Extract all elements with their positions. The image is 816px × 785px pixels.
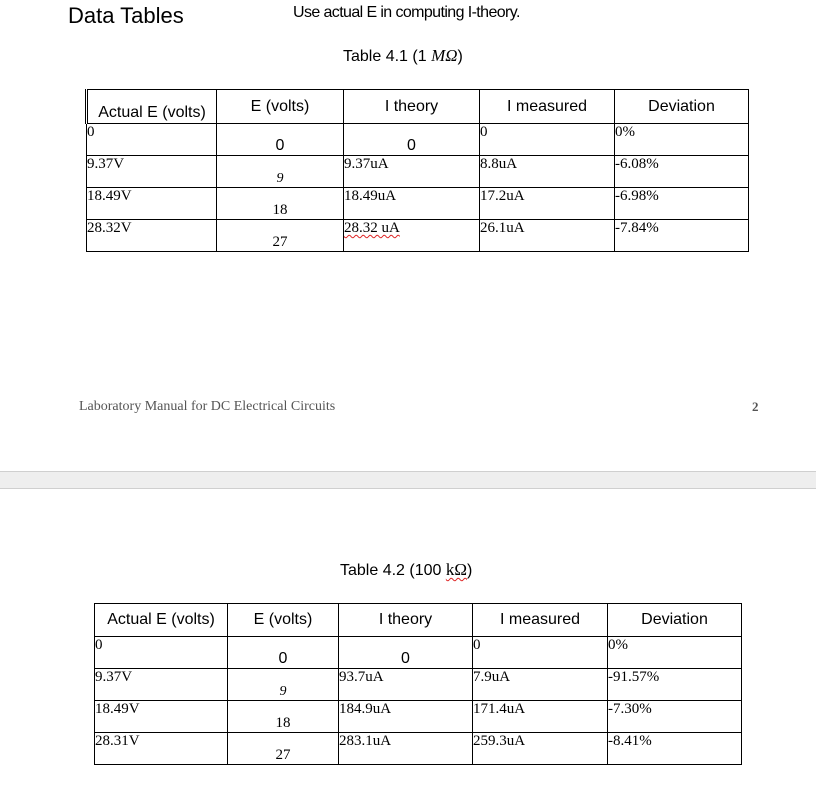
table2-cell-deviation: -7.30%	[608, 701, 742, 733]
table1-caption	[343, 46, 463, 66]
table-row	[95, 733, 742, 765]
table1-header-deviation: Deviation	[615, 90, 749, 124]
table2-cell-i-measured: 259.3uA	[473, 733, 608, 765]
data-table-2	[94, 603, 742, 765]
table2-cell-deviation: -91.57%	[608, 669, 742, 701]
table1-cell-actual-e: 9.37V	[87, 156, 217, 188]
table-row	[87, 124, 749, 156]
instruction-note: Use actual E in computing I-theory.	[293, 4, 520, 21]
table1-cell-e: 18	[217, 188, 344, 220]
table2-cell-actual-e: 28.31V	[95, 733, 228, 765]
table1-cell-i-theory-text: 28.32 uA	[344, 220, 400, 236]
data-table-1	[85, 89, 749, 252]
table1-caption-unit: MΩ	[431, 46, 458, 65]
page-footer-title: Laboratory Manual for DC Electrical Circuits	[79, 399, 336, 414]
table-row	[87, 220, 749, 252]
table1-cell-i-measured: 8.8uA	[480, 156, 615, 188]
table2-cell-i-measured: 171.4uA	[473, 701, 608, 733]
table2-caption	[340, 560, 472, 580]
table1-header-row	[87, 90, 749, 124]
table2-header-deviation: Deviation	[608, 604, 742, 637]
page-number: 2	[752, 399, 759, 414]
table-row	[95, 637, 742, 669]
table2-header-e: E (volts)	[228, 604, 339, 637]
table2-cell-i-theory: 0	[339, 637, 473, 669]
table1-header-i-theory: I theory	[344, 90, 480, 124]
table1-cell-i-measured: 26.1uA	[480, 220, 615, 252]
table1-cell-e: 0	[217, 124, 344, 156]
table1-cell-deviation: 0%	[615, 124, 749, 156]
table2-cell-deviation: -8.41%	[608, 733, 742, 765]
table-row	[87, 188, 749, 220]
table2-cell-e: 18	[228, 701, 339, 733]
table2-cell-actual-e: 9.37V	[95, 669, 228, 701]
table1-cell-e: 9	[217, 156, 344, 188]
table1-cell-actual-e: 28.32V	[87, 220, 217, 252]
table1-caption-prefix: Table 4.1 (1	[343, 48, 432, 65]
table1-cell-i-measured: 0	[480, 124, 615, 156]
table1-header-e: E (volts)	[217, 90, 344, 124]
table2-header-i-measured: I measured	[473, 604, 608, 637]
table1-header-actual-e: Actual E (volts)	[87, 90, 217, 124]
table2-cell-i-measured: 7.9uA	[473, 669, 608, 701]
table1-cell-e: 27	[217, 220, 344, 252]
table1-cell-actual-e: 18.49V	[87, 188, 217, 220]
table1-cell-i-theory	[344, 220, 480, 252]
table1-cell-deviation: -6.98%	[615, 188, 749, 220]
table2-cell-e: 9	[228, 669, 339, 701]
table2-cell-deviation: 0%	[608, 637, 742, 669]
table1-cell-actual-e: 0	[87, 124, 217, 156]
table2-header-actual-e: Actual E (volts)	[95, 604, 228, 637]
table2-cell-actual-e: 0	[95, 637, 228, 669]
table-row	[95, 669, 742, 701]
table2-cell-e: 0	[228, 637, 339, 669]
table2-cell-e: 27	[228, 733, 339, 765]
table2-caption-prefix: Table 4.2 (100	[340, 562, 446, 579]
table2-cell-i-theory: 93.7uA	[339, 669, 473, 701]
table1-cell-deviation: -7.84%	[615, 220, 749, 252]
table1-cell-i-theory: 0	[344, 124, 480, 156]
table1-caption-suffix: )	[457, 48, 463, 65]
table1-cell-i-theory: 18.49uA	[344, 188, 480, 220]
table2-header-i-theory: I theory	[339, 604, 473, 637]
table2-cell-actual-e: 18.49V	[95, 701, 228, 733]
table-row	[87, 156, 749, 188]
table2-cell-i-theory: 283.1uA	[339, 733, 473, 765]
table1-cell-deviation: -6.08%	[615, 156, 749, 188]
table2-caption-suffix: )	[467, 562, 473, 579]
table-row	[95, 701, 742, 733]
page-heading: Data Tables	[68, 3, 184, 28]
table1-header-i-measured: I measured	[480, 90, 615, 124]
table1-cell-i-measured: 17.2uA	[480, 188, 615, 220]
table2-header-row	[95, 604, 742, 637]
table2-caption-unit: kΩ	[445, 560, 467, 579]
table2-cell-i-theory: 184.9uA	[339, 701, 473, 733]
table1-cell-i-theory: 9.37uA	[344, 156, 480, 188]
page-break-divider	[0, 471, 816, 489]
table2-cell-i-measured: 0	[473, 637, 608, 669]
